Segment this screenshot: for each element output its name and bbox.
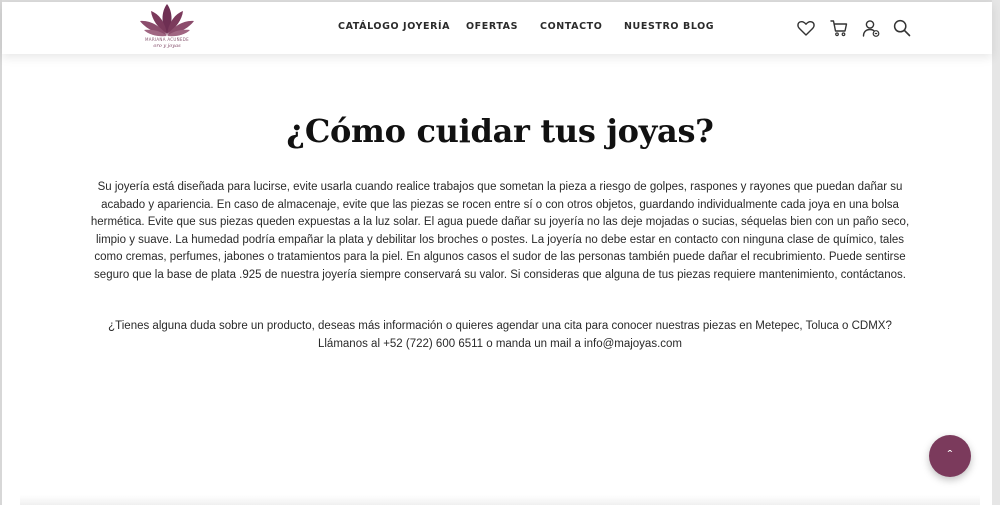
footer-shadow xyxy=(20,495,980,505)
nav-nuestro-blog[interactable]: NUESTRO BLOG xyxy=(624,21,715,32)
scroll-to-top-button[interactable]: ˆ xyxy=(929,435,971,477)
nav-catalogo-joyeria[interactable]: CATÁLOGO JOYERÍA xyxy=(338,21,451,32)
nav-ofertas[interactable]: OFERTAS xyxy=(466,21,519,32)
page-title: ¿Cómo cuidar tus joyas? xyxy=(286,112,714,150)
cart-icon[interactable] xyxy=(829,18,849,38)
logo-brand-name: MARIANA ACUÑEDE xyxy=(145,37,189,42)
lotus-logo-icon xyxy=(132,2,202,42)
site-header xyxy=(2,2,992,54)
care-instructions-paragraph: Su joyería está diseñada para lucirse, evite usarla cuando realice trabajos que sometan la pieza a riesgo de golpes, raspones y rayones que puedan dañar su acabado y apariencia. En caso de almacenaje, evite que las piezas se rocen entre sí o con otros objetos, guardando individualmente cada joya en una bolsa hermética. Evite que sus piezas queden expuestas a la luz solar. El agua puede dañar su joyería no las deje mojadas o sucias, séquelas bien con un paño seco, limpio y suave. La humedad podría empañar la plata y debilitar los broches o postes. La joyería no debe estar en contacto con ninguna clase de químico, tales como cremas, perfumes, jabones o tratamientos para la piel. En algunos casos el sudor de las personas también puede dañar el recubrimiento. Puede sentirse seguro que la base de plata .925 de nuestra joyería siempre conservará su valor. Si consideras que alguna de tus piezas requiere mantenimiento, contáctanos. xyxy=(90,181,910,281)
main-content xyxy=(0,54,1000,505)
contact-paragraph: ¿Tienes alguna duda sobre un producto, deseas más información o quieres agendar una cita para conocer nuestras piezas en Metepec, Toluca o CDMX? Llámanos al +52 (722) 600 6511 o manda un mail a info@majoyas.com xyxy=(108,320,892,350)
user-icon[interactable] xyxy=(861,18,881,38)
nav-contacto[interactable]: CONTACTO xyxy=(540,21,603,32)
heart-icon[interactable] xyxy=(796,18,816,38)
logo-tagline: oro y joyas xyxy=(153,43,181,49)
search-icon[interactable] xyxy=(892,18,912,38)
brand-logo[interactable] xyxy=(132,2,202,54)
